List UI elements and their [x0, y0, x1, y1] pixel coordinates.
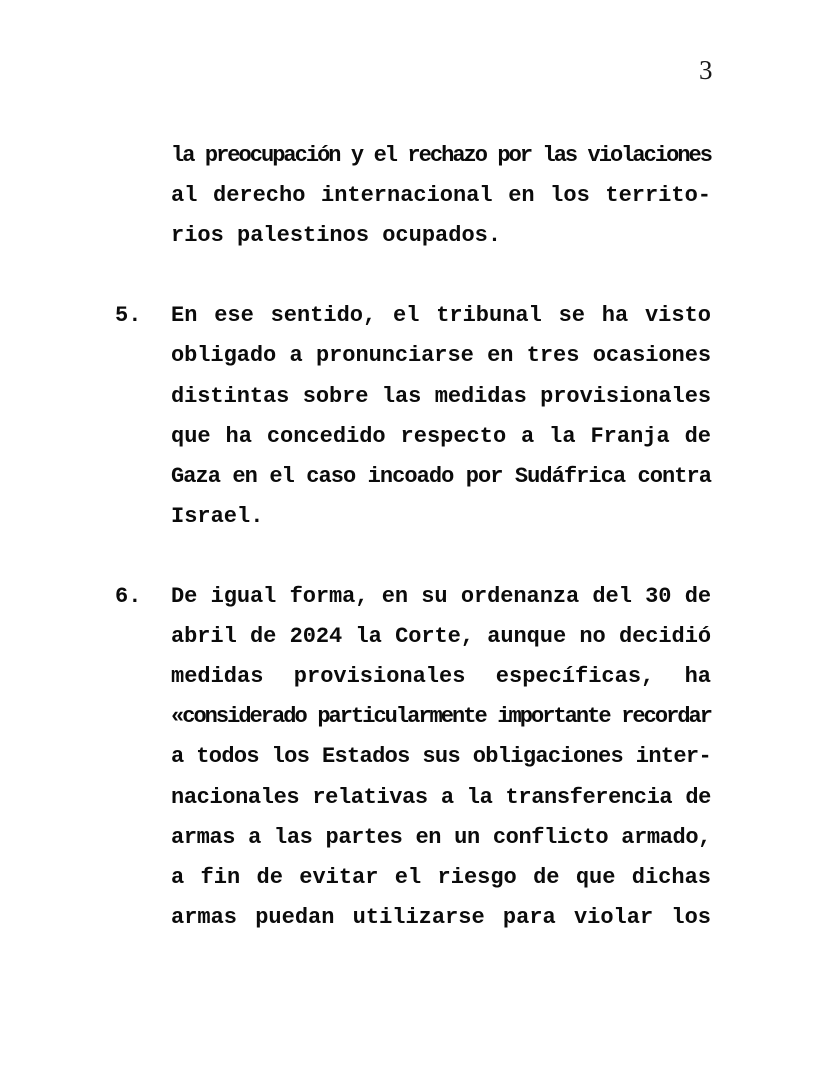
text-line: al derecho internacional en los territo-: [171, 183, 711, 209]
text-line: nacionales relativas a la transferencia de: [171, 784, 711, 810]
text-line: Gaza en el caso incoado por Sudáfrica contra: [171, 463, 711, 489]
paragraph: [115, 296, 711, 537]
text-line: Israel.: [171, 503, 264, 529]
paragraph-lines: [171, 136, 711, 256]
text-line: armas puedan utilizarse para violar los: [171, 904, 711, 930]
text-line: «considerado particularmente importante recordar: [171, 704, 711, 730]
text-line: la preocupación y el rechazo por las violaciones: [171, 143, 711, 168]
page-body: [115, 136, 711, 978]
text-line: armas a las partes en un conflicto armado,: [171, 824, 711, 850]
paragraph-number: 5.: [115, 303, 142, 329]
text-line: medidas provisionales específicas, ha: [171, 664, 711, 690]
text-line: De igual forma, en su ordenanza del 30 de: [171, 584, 711, 610]
paragraph-lines: [171, 296, 711, 537]
text-line: a fin de evitar el riesgo de que dichas: [171, 864, 711, 890]
paragraph-number: 6.: [115, 584, 142, 610]
paragraph: [115, 577, 711, 938]
paragraph-lines: [171, 577, 711, 938]
paragraph: [115, 136, 711, 256]
text-line: rios palestinos ocupados.: [171, 223, 502, 249]
text-line: abril de 2024 la Corte, aunque no decidió: [171, 624, 711, 650]
page-number: 3: [699, 55, 713, 85]
text-line: obligado a pronunciarse en tres ocasiones: [171, 343, 711, 369]
text-line: que ha concedido respecto a la Franja de: [171, 423, 711, 449]
text-line: distintas sobre las medidas provisionales: [171, 383, 711, 409]
text-line: a todos los Estados sus obligaciones inter-: [171, 744, 711, 770]
text-line: En ese sentido, el tribunal se ha visto: [171, 303, 711, 329]
